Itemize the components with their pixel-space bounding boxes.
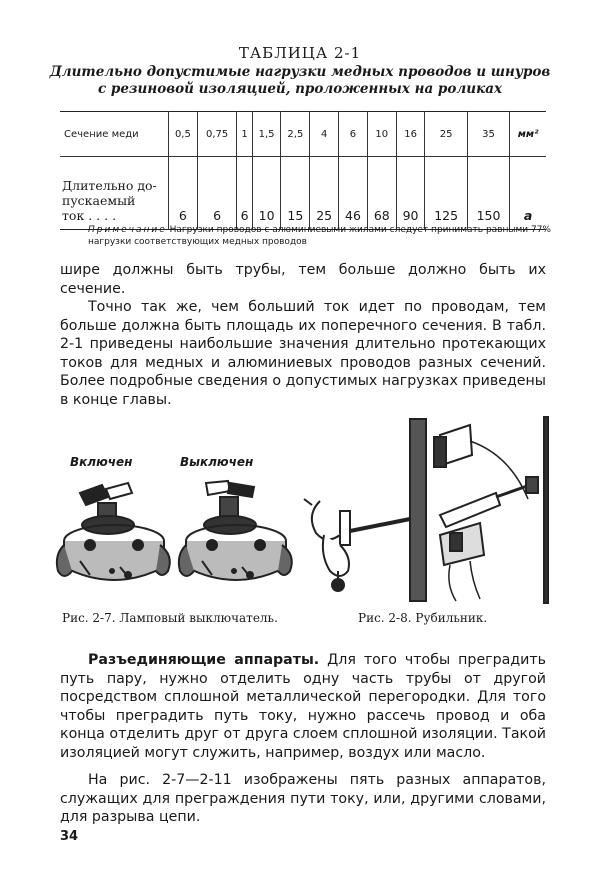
table-cell: 10	[252, 157, 281, 230]
row-header-current-line-2: пускаемый	[62, 193, 136, 208]
table-cell: 68	[367, 157, 396, 230]
unit-cell-mm2: мм²	[510, 112, 546, 157]
table-cell: 15	[281, 157, 310, 230]
table-cell: 25	[425, 112, 467, 157]
figure-2-8-caption: Рис. 2-8. Рубильник.	[358, 611, 488, 625]
label-switched-on: Включен	[70, 455, 133, 469]
table-row-cross-section	[60, 112, 546, 157]
table-cell: 125	[425, 157, 467, 230]
table-cell: 25	[310, 157, 339, 230]
table-caption	[40, 64, 560, 98]
row-header-current	[60, 157, 169, 230]
paragraph-1: шире должны быть трубы, тем больше должно быть их сечение.	[60, 262, 546, 297]
table-note-label: Примечание	[88, 225, 167, 235]
row-header-current-line-1: Длительно до-	[62, 178, 157, 193]
table-cell: 2,5	[281, 112, 310, 157]
table-cell: 16	[396, 112, 425, 157]
table-cell: 1,5	[252, 112, 281, 157]
table-cell: 4	[310, 112, 339, 157]
table-row-current	[60, 157, 546, 230]
paragraph-3-heading: Разъединяющие аппараты.	[88, 652, 320, 668]
table-caption-line-2: с резиновой изоляцией, проложенных на роликах	[97, 81, 503, 97]
lamp-switch-on-illustration	[50, 475, 180, 595]
knife-switch-illustration	[300, 415, 550, 605]
paragraph-4: На рис. 2-7—2-11 изображены пять разных аппаратов, служащих для преграждения пути току, или, другими словами, для разрыва цепи.	[60, 772, 546, 825]
table-title: ТАБЛИЦА 2-1	[238, 44, 362, 62]
table-cell: 35	[467, 112, 509, 157]
table-cell: 0,5	[169, 112, 198, 157]
table-note	[88, 224, 578, 248]
figure-2-7-caption: Рис. 2-7. Ламповый выключатель.	[62, 611, 278, 625]
table-cell: 6	[237, 157, 252, 230]
table-cell: 1	[237, 112, 252, 157]
table-cell: 6	[339, 112, 368, 157]
row-header-cross-section: Сечение меди	[60, 112, 169, 157]
row-header-current-line-3: ток . . . .	[62, 208, 117, 223]
table-caption-line-1: Длительно допустимые нагрузки медных проводов и шнуров	[49, 64, 551, 80]
paragraph-3	[60, 651, 546, 762]
loads-table	[60, 111, 546, 230]
lamp-switch-off-illustration	[172, 473, 302, 595]
table-cell: 10	[367, 112, 396, 157]
table-note-text: Нагрузки проводов с алюминиевыми жилами следует принимать равными 77% нагрузки соответствующих медных проводов	[88, 225, 551, 247]
table-cell: 46	[339, 157, 368, 230]
table-cell: 6	[169, 157, 198, 230]
table-cell: 90	[396, 157, 425, 230]
table-cell: 6	[197, 157, 237, 230]
unit-cell-ampere: а	[510, 157, 546, 230]
paragraph-3-text: Для того чтобы преградить путь пару, нужно отделить одну часть трубы от другой посредством сплошной металлической перегородки. Для того чтобы преградить путь току, нужно рассечь провод и оба конца отделить друг от друга слоем сплошной изоляции. Такой изоляцией могут служить, например, воздух или масло.	[60, 652, 546, 761]
table-cell: 0,75	[197, 112, 237, 157]
table-cell: 150	[467, 157, 509, 230]
label-switched-off: Выключен	[180, 455, 254, 469]
paragraph-2: Точно так же, чем больший ток идет по проводам, тем больше должна быть площадь их поперечного сечения. В табл. 2-1 приведены наибольшие значения длительно протекающих токов для медных и алюминиевых проводов разных сечений. Более подробные сведения о допустимых нагрузках приведены в конце главы.	[60, 299, 546, 408]
page-number: 34	[60, 829, 79, 844]
